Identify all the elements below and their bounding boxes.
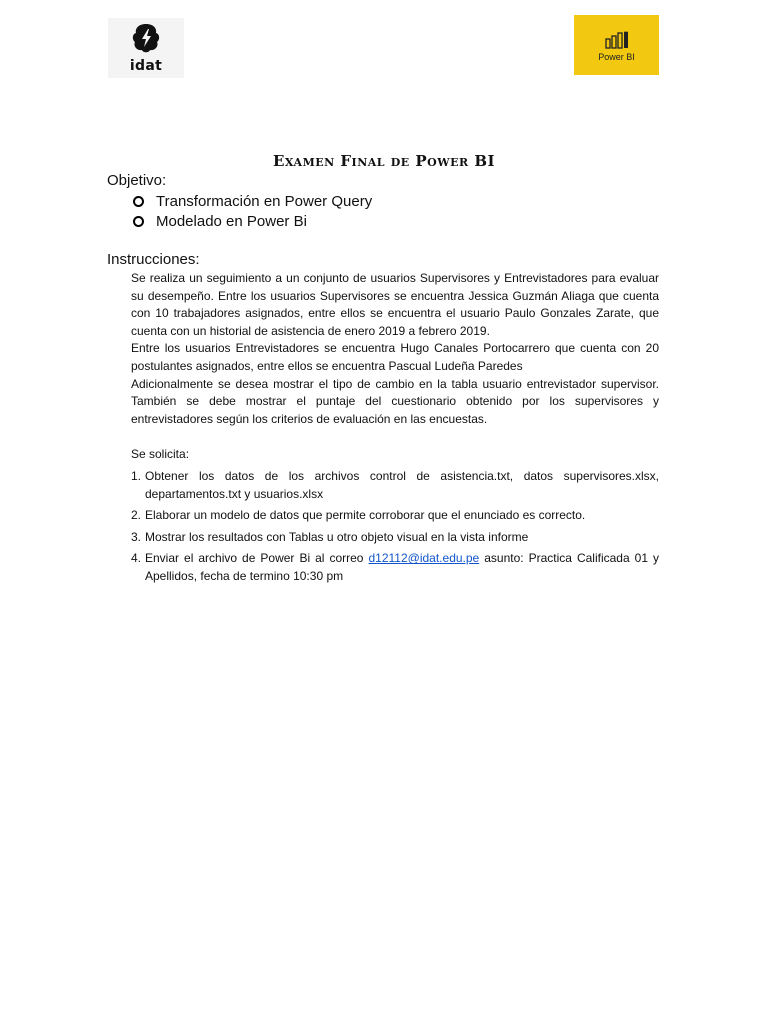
request-label: Se solicita: [131,447,190,461]
instructions-paragraph: Entre los usuarios Entrevistadores se encuentra Hugo Canales Portocarrero que cuenta con 20 postulantes asignados, entre ellos se encuentra Pascual Ludeña Paredes [131,341,659,373]
request-text [145,550,659,585]
instructions-paragraph: Se realiza un seguimiento a un conjunto de usuarios Supervisores y Entrevistadores para evaluar su desempeño. Entre los usuarios Supervisores se encuentra Jessica Guzmán Aliaga que cuenta con 10 trabajadores asignados, entre ellos se encuentra el usuario Paulo Gonzales Zarate, que cuenta con un historial de asistencia de enero 2019 a febrero 2019. [131,271,659,338]
list-item [133,211,372,231]
instructions-heading: Instrucciones: [107,251,200,268]
idat-logo [108,18,184,78]
list-number: 1. [131,469,142,483]
page-title: Examen Final de Power BI [272,152,496,170]
list-item [131,507,659,525]
list-item [131,550,659,585]
brain-lightning-icon [108,18,184,58]
list-number: 3. [131,529,142,544]
powerbi-logo [574,15,659,75]
objective-item-label: Transformación en Power Query [156,192,373,210]
circle-bullet-icon [133,216,144,227]
objective-item-label: Modelado en Power Bi [156,212,307,230]
request-text: Mostrar los resultados con Tablas u otro objeto visual en la vista informe [145,529,529,544]
email-request-before: Enviar el archivo de Power Bi al correo [145,551,369,566]
list-item [131,468,659,503]
request-text: Elaborar un modelo de datos que permite corroborar que el enunciado es correcto. [145,508,586,523]
list-number: 4. [131,551,142,566]
request-text: Obtener los datos de los archivos control de asistencia.txt, datos supervisores.xlsx, departamentos.txt y usuarios.xlsx [145,469,659,501]
list-number: 2. [131,508,142,523]
objective-heading: Objetivo: [107,172,167,189]
powerbi-logo-text: Power BI [598,52,635,62]
email-request-after: asunto: Practica Calificada 01 y Apellidos, fecha de termino 10:30 pm [145,551,660,583]
idat-logo-text: idat [129,58,163,74]
list-item [131,529,659,547]
bar-chart-icon [602,31,632,49]
list-item [133,191,372,211]
email-link[interactable]: d12112@idat.edu.pe [368,551,480,566]
circle-bullet-icon [133,196,144,207]
instructions-body [131,270,659,428]
requests-list [131,468,659,590]
objective-list [133,191,372,231]
instructions-paragraph: Adicionalmente se desea mostrar el tipo de cambio en la tabla usuario entrevistador supervisor. También se debe mostrar el puntaje del cuestionario obtenido por los supervisores y entrevistadores según los criterios de evaluación en las encuestas. [131,376,659,426]
